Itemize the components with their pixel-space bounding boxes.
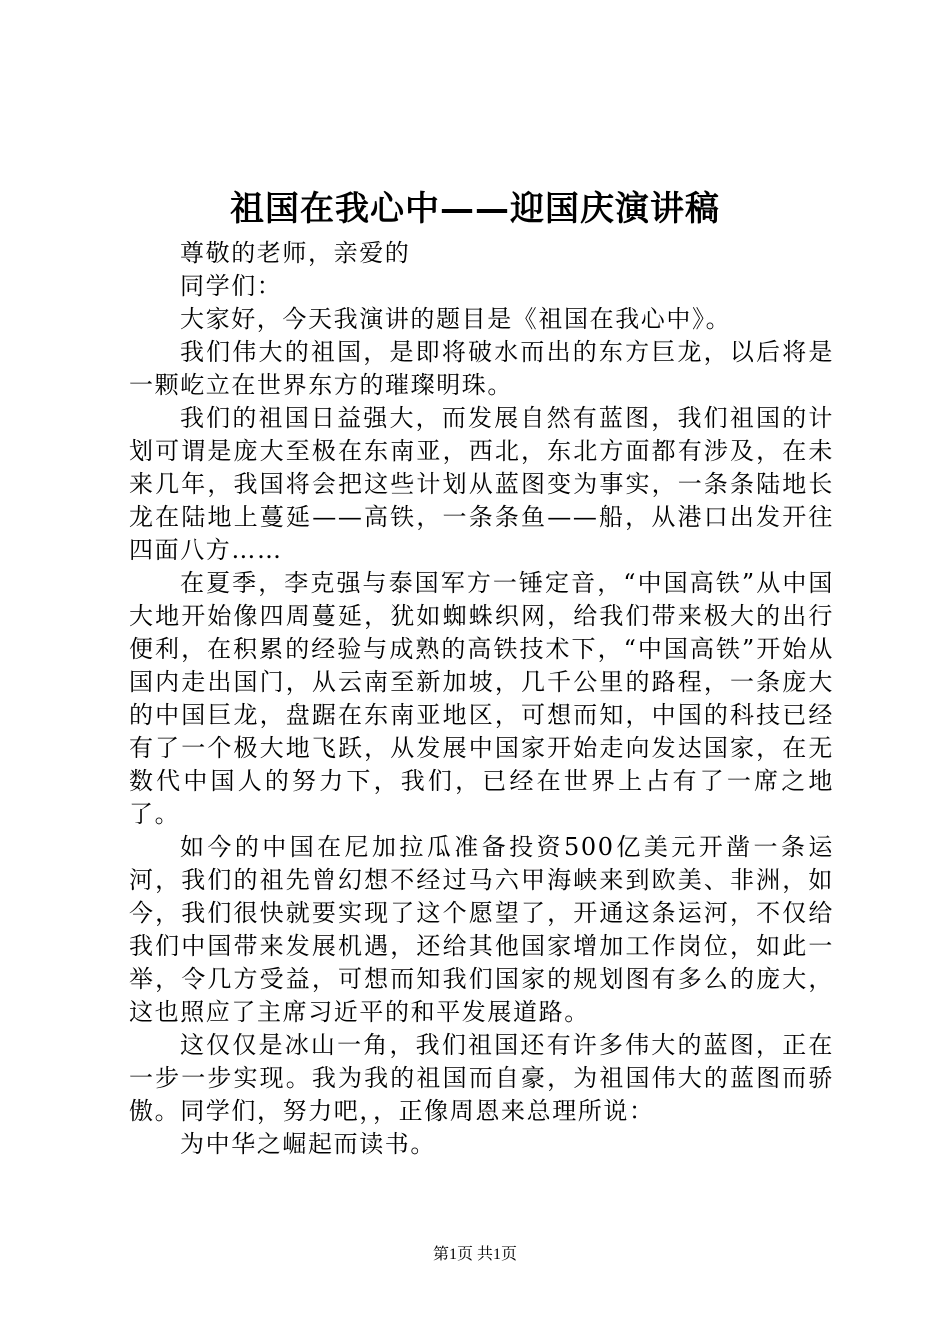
paragraph: 这仅仅是冰山一角，我们祖国还有许多伟大的蓝图，正在一步一步实现。我为我的祖国而自豪，为祖国伟大的蓝图而骄傲。同学们，努力吧，，正像周恩来总理所说： [129, 1031, 834, 1125]
paragraph: 我们的祖国日益强大，而发展自然有蓝图，我们祖国的计划可谓是庞大至极在东南亚，西北，东北方面都有涉及，在未来几年，我国将会把这些计划从蓝图变为事实，一条条陆地长龙在陆地上蔓延——高铁，一条条鱼——船，从港口出发开往四面八方…… [129, 404, 834, 564]
paragraph: 我们伟大的祖国，是即将破水而出的东方巨龙，以后将是一颗屹立在世界东方的璀璨明珠。 [129, 338, 834, 399]
paragraph: 如今的中国在尼加拉瓜准备投资500亿美元开凿一条运河，我们的祖先曾幻想不经过马六甲海峡来到欧美、非洲，如今，我们很快就要实现了这个愿望了，开通这条运河，不仅给我们中国带来发展机遇，还给其他国家增加工作岗位，如此一举，令几方受益，可想而知我们国家的规划图有多么的庞大，这也照应了主席习近平的和平发展道路。 [129, 833, 834, 1026]
paragraph: 在夏季，李克强与泰国军方一锤定音，“中国高铁”从中国大地开始像四周蔓延，犹如蜘蛛织网，给我们带来极大的出行便利，在积累的经验与成熟的高铁技术下，“中国高铁”开始从国内走出国门，从云南至新加坡，几千公里的路程，一条庞大的中国巨龙，盘踞在东南亚地区，可想而知，中国的科技已经有了一个极大地飞跃，从发展中国家开始走向发达国家，在无数代中国人的努力下，我们，已经在世界上占有了一席之地了。 [129, 569, 834, 828]
document-title: 祖国在我心中——迎国庆演讲稿 [230, 189, 720, 229]
paragraph-greeting: 大家好，今天我演讲的题目是《祖国在我心中》。 [180, 305, 732, 333]
paragraph-closing: 为中华之崛起而读书。 [180, 1130, 436, 1158]
paragraph-salutation-classmates: 同学们： [180, 272, 283, 300]
page-number-footer: 第1页 共1页 [432, 1246, 517, 1263]
document-body [129, 237, 834, 1161]
paragraph-salutation: 尊敬的老师，亲爱的 [180, 239, 411, 267]
